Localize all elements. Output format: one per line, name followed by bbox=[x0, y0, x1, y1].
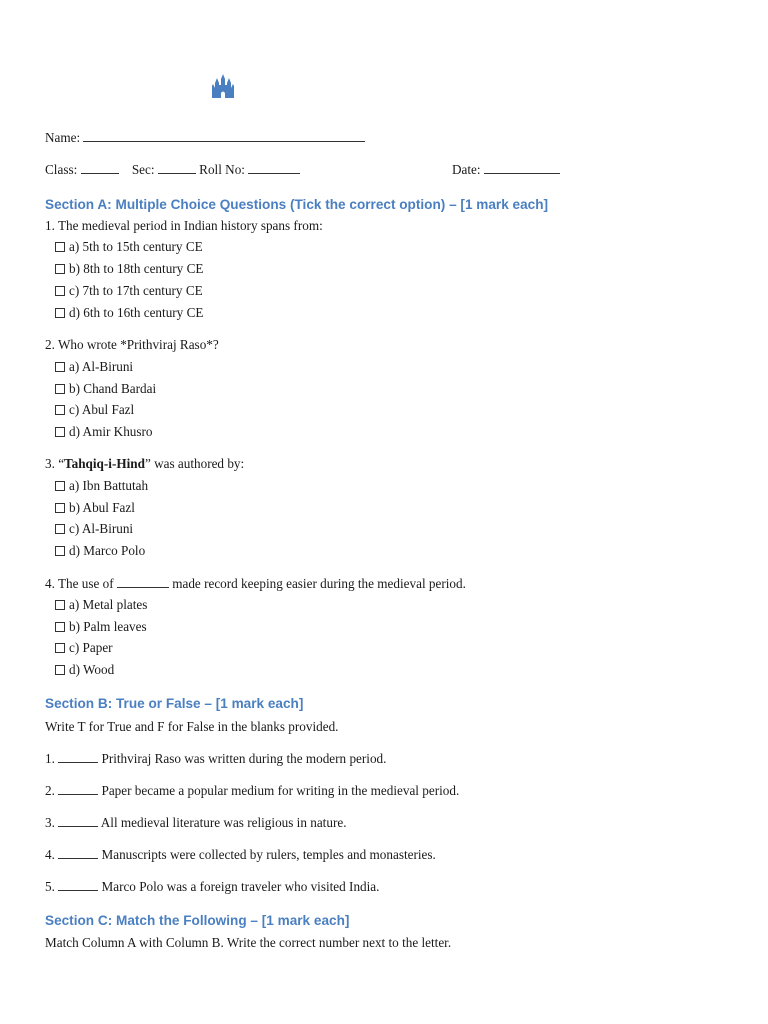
checkbox[interactable] bbox=[55, 242, 65, 252]
checkbox[interactable] bbox=[55, 264, 65, 274]
q4-option-a[interactable]: a) Metal plates bbox=[55, 597, 147, 613]
checkbox[interactable] bbox=[55, 643, 65, 653]
checkbox[interactable] bbox=[55, 384, 65, 394]
tf-item-1: 1. Prithviraj Raso was written during the modern period. bbox=[45, 751, 387, 766]
checkbox[interactable] bbox=[55, 427, 65, 437]
sec-blank[interactable] bbox=[158, 162, 196, 174]
question-4: 4. The use of made record keeping easier during the medieval period. bbox=[45, 576, 466, 591]
checkbox[interactable] bbox=[55, 362, 65, 372]
q2-option-c[interactable]: c) Abul Fazl bbox=[55, 402, 134, 418]
q1-option-a[interactable]: a) 5th to 15th century CE bbox=[55, 239, 203, 255]
q2-option-d[interactable]: d) Amir Khusro bbox=[55, 424, 153, 440]
q4-option-b[interactable]: b) Palm leaves bbox=[55, 619, 147, 635]
checkbox[interactable] bbox=[55, 600, 65, 610]
tf-blank-5[interactable] bbox=[58, 879, 98, 891]
checkbox[interactable] bbox=[55, 481, 65, 491]
q2-option-b[interactable]: b) Chand Bardai bbox=[55, 381, 156, 397]
q3-option-d[interactable]: d) Marco Polo bbox=[55, 543, 145, 559]
checkbox[interactable] bbox=[55, 503, 65, 513]
section-b-instruction: Write T for True and F for False in the blanks provided. bbox=[45, 719, 339, 734]
question-1: 1. The medieval period in Indian history spans from: bbox=[45, 218, 323, 233]
roll-blank[interactable] bbox=[248, 162, 300, 174]
class-label: Class: bbox=[45, 162, 78, 177]
checkbox[interactable] bbox=[55, 286, 65, 296]
section-c-title: Section C: Match the Following – [1 mark each] bbox=[45, 913, 350, 928]
checkbox[interactable] bbox=[55, 622, 65, 632]
castle-icon bbox=[212, 74, 234, 98]
q3-option-a[interactable]: a) Ibn Battutah bbox=[55, 478, 148, 494]
date-label: Date: bbox=[452, 162, 481, 177]
tf-blank-2[interactable] bbox=[58, 783, 98, 795]
q3-option-c[interactable]: c) Al-Biruni bbox=[55, 521, 133, 537]
q1-option-b[interactable]: b) 8th to 18th century CE bbox=[55, 261, 203, 277]
class-blank[interactable] bbox=[81, 162, 119, 174]
q1-option-d[interactable]: d) 6th to 16th century CE bbox=[55, 305, 203, 321]
q4-blank[interactable] bbox=[117, 576, 169, 588]
tf-item-4: 4. Manuscripts were collected by rulers, temples and monasteries. bbox=[45, 847, 436, 862]
name-blank[interactable] bbox=[83, 130, 365, 142]
q1-option-c[interactable]: c) 7th to 17th century CE bbox=[55, 283, 203, 299]
checkbox[interactable] bbox=[55, 546, 65, 556]
q4-option-d[interactable]: d) Wood bbox=[55, 662, 114, 678]
tf-blank-1[interactable] bbox=[58, 751, 98, 763]
tf-blank-4[interactable] bbox=[58, 847, 98, 859]
checkbox[interactable] bbox=[55, 665, 65, 675]
q2-option-a[interactable]: a) Al-Biruni bbox=[55, 359, 133, 375]
class-field bbox=[45, 162, 300, 178]
tf-item-2: 2. Paper became a popular medium for writing in the medieval period. bbox=[45, 783, 460, 798]
tf-blank-3[interactable] bbox=[58, 815, 98, 827]
q3-option-b[interactable]: b) Abul Fazl bbox=[55, 500, 135, 516]
tf-item-3: 3. All medieval literature was religious in nature. bbox=[45, 815, 347, 830]
name-field bbox=[45, 130, 365, 146]
checkbox[interactable] bbox=[55, 308, 65, 318]
tf-item-5: 5. Marco Polo was a foreign traveler who visited India. bbox=[45, 879, 380, 894]
date-blank[interactable] bbox=[484, 162, 560, 174]
question-2: 2. Who wrote *Prithviraj Raso*? bbox=[45, 337, 219, 352]
section-c-instruction: Match Column A with Column B. Write the correct number next to the letter. bbox=[45, 935, 452, 950]
section-a-title: Section A: Multiple Choice Questions (Tick the correct option) – [1 mark each] bbox=[45, 197, 549, 212]
section-b-title: Section B: True or False – [1 mark each] bbox=[45, 696, 304, 711]
checkbox[interactable] bbox=[55, 405, 65, 415]
roll-label: Roll No: bbox=[199, 162, 245, 177]
sec-label: Sec: bbox=[131, 162, 155, 177]
date-field bbox=[452, 162, 560, 178]
checkbox[interactable] bbox=[55, 524, 65, 534]
q4-option-c[interactable]: c) Paper bbox=[55, 640, 113, 656]
question-3: 3. “Tahqiq-i-Hind” was authored by: bbox=[45, 456, 245, 471]
name-label: Name: bbox=[45, 130, 81, 145]
